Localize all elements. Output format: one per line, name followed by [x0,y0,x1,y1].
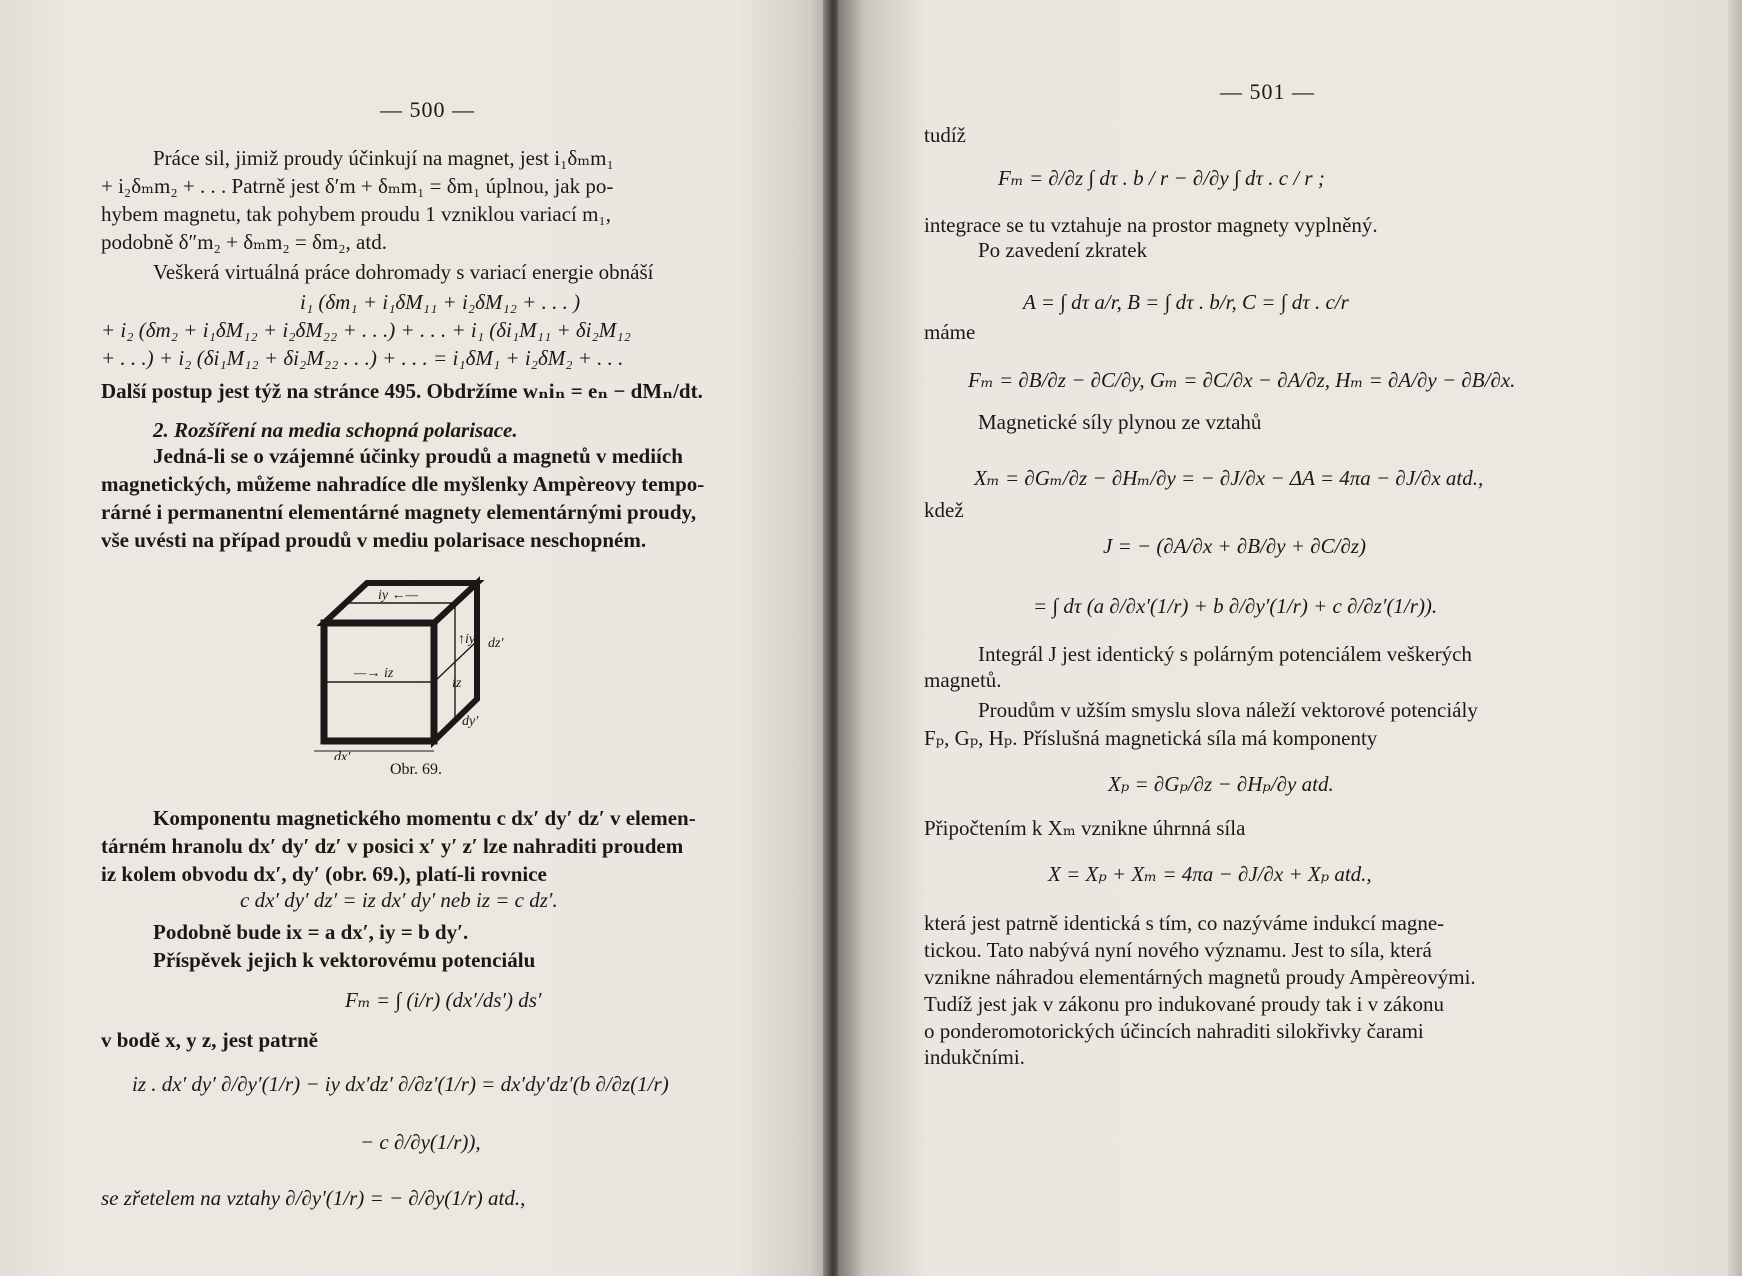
figure-label: iy ←— [378,588,419,603]
equation: c dx′ dy′ dz′ = iz dx′ dy′ neb iz = c dz′. [240,888,558,912]
text-line: Příspěvek jejich k vektorovému potenciálu [153,948,536,972]
figure-label: dy′ [462,714,479,729]
text-line: indukčními. [924,1045,1025,1069]
page-edge [1728,0,1742,1276]
text-line: tudíž [924,123,966,147]
text-line: Jedná-li se o vzájemné účinky proudů a magnetů v mediích [153,444,683,468]
equation: Xₚ = ∂Gₚ/∂z − ∂Hₚ/∂y atd. [1108,772,1334,796]
text-line: kdež [924,498,964,522]
equation: X = Xₚ + Xₘ = 4πa − ∂J/∂x + Xₚ atd., [1048,862,1372,886]
left-page [0,0,835,1276]
equation: = ∫ dτ (a ∂/∂x′(1/r) + b ∂/∂y′(1/r) + c ∂/∂z′(1/r)). [1033,594,1438,618]
text-line: integrace se tu vztahuje na prostor magnety vyplněný. [924,213,1378,237]
text-line: hybem magnetu, tak pohybem proudu 1 vzniklou variací m₁, [101,202,612,226]
text-line: Proudům v užším smyslu slova náleží vektorové potenciály [978,698,1478,722]
text-line: Tudíž jest jak v zákonu pro indukované proudy tak i v zákonu [924,992,1445,1016]
text-line: tárném hranolu dx′ dy′ dz′ v posici x′ y′ z′ lze nahraditi proudem [101,834,684,858]
text-line: máme [924,320,976,344]
figure-label: dx′ [334,750,351,760]
text-line: vše uvésti na případ proudů v mediu polarisace neschopném. [101,528,647,552]
text-line: rárné i permanentní elementárné magnety elementárnými proudy, [101,500,697,524]
text-line: iz kolem obvodu dx′, dy′ (obr. 69.), platí-li rovnice [101,862,547,886]
page-number: — 500 — [380,97,475,122]
equation: A = ∫ dτ a/r, B = ∫ dτ . b/r, C = ∫ dτ . c/r [1023,290,1349,314]
page-number: — 501 — [1220,79,1315,104]
figure-caption: Obr. 69. [390,761,442,778]
text-line: Fₚ, Gₚ, Hₚ. Příslušná magnetická síla má komponenty [924,726,1378,750]
text-line: magnetů. [924,668,1002,692]
figure-label: —→ iz [354,666,394,681]
equation: + . . .) + i₂ (δi₁M₁₂ + δi₂M₂₂ . . .) + . . . = i₁δM₁ + i₂δM₂ + . . . [101,346,624,370]
figure-label: dz′ [488,636,504,651]
text-line: podobně δ″m₂ + δₘm₂ = δm₂, atd. [101,230,387,254]
equation: + i₂ (δm₂ + i₁δM₁₂ + i₂δM₂₂ + . . .) + . . . + i₁ (δi₁M₁₁ + δi₂M₁₂ [101,318,631,342]
text-line: magnetických, můžeme nahradíce dle myšlenky Ampèreovy tempo- [101,472,705,496]
text-line: Po zavedení zkratek [978,238,1148,262]
section-heading: 2. Rozšíření na media schopná polarisace. [153,418,518,442]
text-line: tickou. Tato nabývá nyní nového významu. Jest to síla, která [924,938,1432,962]
text-line: Podobně bude ix = a dx′, iy = b dy′. [153,920,469,944]
text-line: která jest patrně identická s tím, co nazýváme indukcí magne- [924,911,1445,935]
figure-label: iz [452,676,462,691]
text-line: Komponentu magnetického momentu c dx′ dy′ dz′ v elemen- [153,806,696,830]
text-line: Integrál J jest identický s polárným potenciálem veškerých [978,642,1472,666]
text-line: Připočtením k Xₘ vznikne úhrnná síla [924,816,1246,840]
text-line: Další postup jest týž na stránce 495. Obdržíme wₙiₙ = eₙ − dMₙ/dt. [101,379,703,403]
text-line: vznikne náhradou elementárných magnetů proudy Ampèreovými. [924,965,1476,989]
text-line: Práce sil, jimiž proudy účinkují na magnet, jest i₁δₘm₁ [153,146,614,170]
cube-figure [312,575,552,760]
equation: Fₘ = ∂B/∂z − ∂C/∂y, Gₘ = ∂C/∂x − ∂A/∂z, Hₘ = ∂A/∂y − ∂B/∂x. [968,368,1516,392]
right-page [838,0,1742,1276]
text-line: Veškerá virtuálná práce dohromady s variací energie obnáší [153,260,654,284]
equation: i₁ (δm₁ + i₁δM₁₁ + i₂δM₁₂ + . . . ) [300,290,581,314]
equation: Fₘ = ∂/∂z ∫ dτ . b / r − ∂/∂y ∫ dτ . c / r ; [998,166,1325,190]
equation: Fₘ = ∫ (i/r) (dx′/ds′) ds′ [345,988,542,1012]
equation: se zřetelem na vztahy ∂/∂y′(1/r) = − ∂/∂y(1/r) atd., [101,1186,526,1210]
equation: iz . dx′ dy′ ∂/∂y′(1/r) − iy dx′dz′ ∂/∂z′(1/r) = dx′dy′dz′(b ∂/∂z(1/r) [132,1072,669,1096]
text-line: v bodě x, y z, jest patrně [101,1028,318,1052]
figure-label: ↑iy [458,632,476,647]
text-line: Magnetické síly plynou ze vztahů [978,410,1262,434]
text-line: + i₂δₘm₂ + . . . Patrně jest δ′m + δₘm₁ = δm₁ úplnou, jak po- [101,174,614,198]
equation: Xₘ = ∂Gₘ/∂z − ∂Hₘ/∂y = − ∂J/∂x − ΔA = 4πa − ∂J/∂x atd., [974,466,1484,490]
equation: − c ∂/∂y(1/r)), [360,1130,481,1154]
equation: J = − (∂A/∂x + ∂B/∂y + ∂C/∂z) [1103,534,1366,558]
text-line: o ponderomotorických účincích nahraditi silokřivky čarami [924,1019,1424,1043]
